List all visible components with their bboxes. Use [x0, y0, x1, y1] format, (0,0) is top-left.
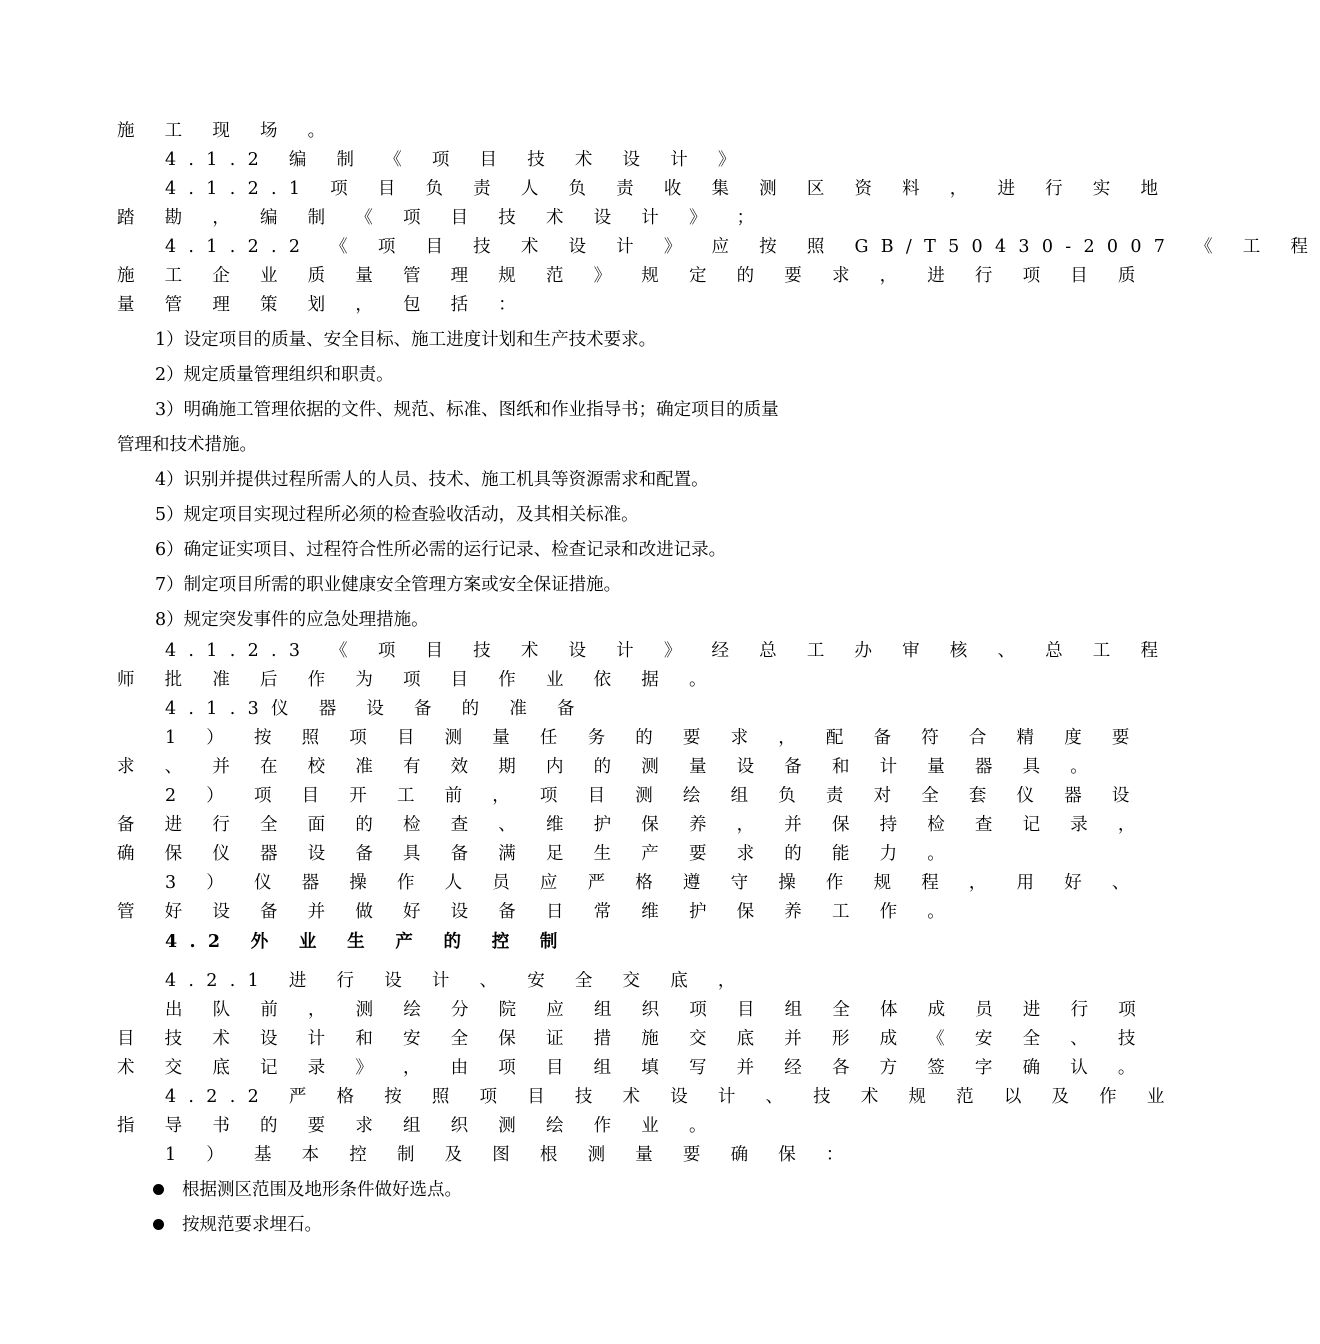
text-line: 4.1.2 编 制 《 项 目 技 术 设 计 》	[165, 150, 748, 170]
list-item: 4）识别并提供过程所需人的人员、技术、施工机具等资源需求和配置。	[155, 470, 709, 490]
list-item: 1）设定项目的质量、安全目标、施工进度计划和生产技术要求。	[155, 330, 657, 350]
text-line: 施 工 企 业 质 量 管 理 规 范 》 规 定 的 要 求 ， 进 行 项 目 质	[117, 266, 1148, 286]
text-line: 4.1.2.1 项 目 负 责 人 负 责 收 集 测 区 资 料 ， 进 行 实 地	[165, 179, 1171, 199]
bullet-item: 按规范要求埋石。	[182, 1215, 322, 1235]
text-line: 术 交 底 记 录 》 ， 由 项 目 组 填 写 并 经 各 方 签 字 确 认 。	[117, 1058, 1148, 1078]
section-heading: 4.1.3仪 器 设 备 的 准 备	[165, 699, 587, 719]
text-line: 4.1.2.2 《 项 目 技 术 设 计 》 应 按 照 GB/T50430-2007 《 工 程	[165, 237, 1320, 257]
text-line: 确 保 仪 器 设 备 具 备 满 足 生 产 要 求 的 能 力 。	[117, 844, 958, 864]
list-item: 8）规定突发事件的应急处理措施。	[155, 610, 429, 630]
text-line: 量 管 理 策 划 ， 包 括 ：	[117, 295, 529, 315]
list-item-continued: 管理和技术措施。	[117, 435, 257, 455]
text-line: 施 工 现 场 。	[117, 121, 338, 141]
list-item: 3）明确施工管理依据的文件、规范、标准、图纸和作业指导书；确定项目的质量	[155, 400, 779, 420]
text-line: 2 ） 项 目 开 工 前 ， 项 目 测 绘 组 负 责 对 全 套 仪 器 设	[165, 786, 1142, 806]
text-line: 4.1.2.3 《 项 目 技 术 设 计 》 经 总 工 办 审 核 、 总 工 程	[165, 641, 1171, 661]
subsection-heading: 4.2.1 进 行 设 计 、 安 全 交 底 ，	[165, 971, 748, 991]
text-line: 目 技 术 设 计 和 安 全 保 证 措 施 交 底 并 形 成 《 安 全 、 技	[117, 1029, 1148, 1049]
list-item: 2）规定质量管理组织和职责。	[155, 365, 394, 385]
bullet-icon	[153, 1219, 164, 1230]
bullet-item: 根据测区范围及地形条件做好选点。	[182, 1180, 462, 1200]
bullet-icon	[153, 1184, 164, 1195]
text-line: 3 ） 仪 器 操 作 人 员 应 严 格 遵 守 操 作 规 程 ， 用 好 、	[165, 873, 1142, 893]
text-line: 出 队 前 ， 测 绘 分 院 应 组 织 项 目 组 全 体 成 员 进 行 项	[165, 1000, 1149, 1020]
text-line: 4.2.2 严 格 按 照 项 目 技 术 设 计 、 技 术 规 范 以 及 作 业	[165, 1087, 1177, 1107]
text-line: 管 好 设 备 并 做 好 设 备 日 常 维 护 保 养 工 作 。	[117, 902, 958, 922]
text-line: 师 批 准 后 作 为 项 目 作 业 依 据 。	[117, 670, 719, 690]
text-line: 1 ） 按 照 项 目 测 量 任 务 的 要 求 ， 配 备 符 合 精 度 要	[165, 728, 1142, 748]
text-line: 指 导 书 的 要 求 组 织 测 绘 作 业 。	[117, 1116, 719, 1136]
section-heading: 4.2 外 业 生 产 的 控 制	[165, 932, 570, 952]
list-item: 5）规定项目实现过程所必须的检查验收活动，及其相关标准。	[155, 505, 639, 525]
text-line: 踏 勘 ， 编 制 《 项 目 技 术 设 计 》 ；	[117, 208, 767, 228]
list-item: 7）制定项目所需的职业健康安全管理方案或安全保证措施。	[155, 575, 622, 595]
text-line: 求 、 并 在 校 准 有 效 期 内 的 测 量 设 备 和 计 量 器 具 。	[117, 757, 1101, 777]
text-line: 1 ） 基 本 控 制 及 图 根 测 量 要 确 保 ：	[165, 1145, 856, 1165]
text-line: 备 进 行 全 面 的 检 查 、 维 护 保 养 ， 并 保 持 检 查 记 录 ，	[117, 815, 1148, 835]
list-item: 6）确定证实项目、过程符合性所必需的运行记录、检查记录和改进记录。	[155, 540, 727, 560]
